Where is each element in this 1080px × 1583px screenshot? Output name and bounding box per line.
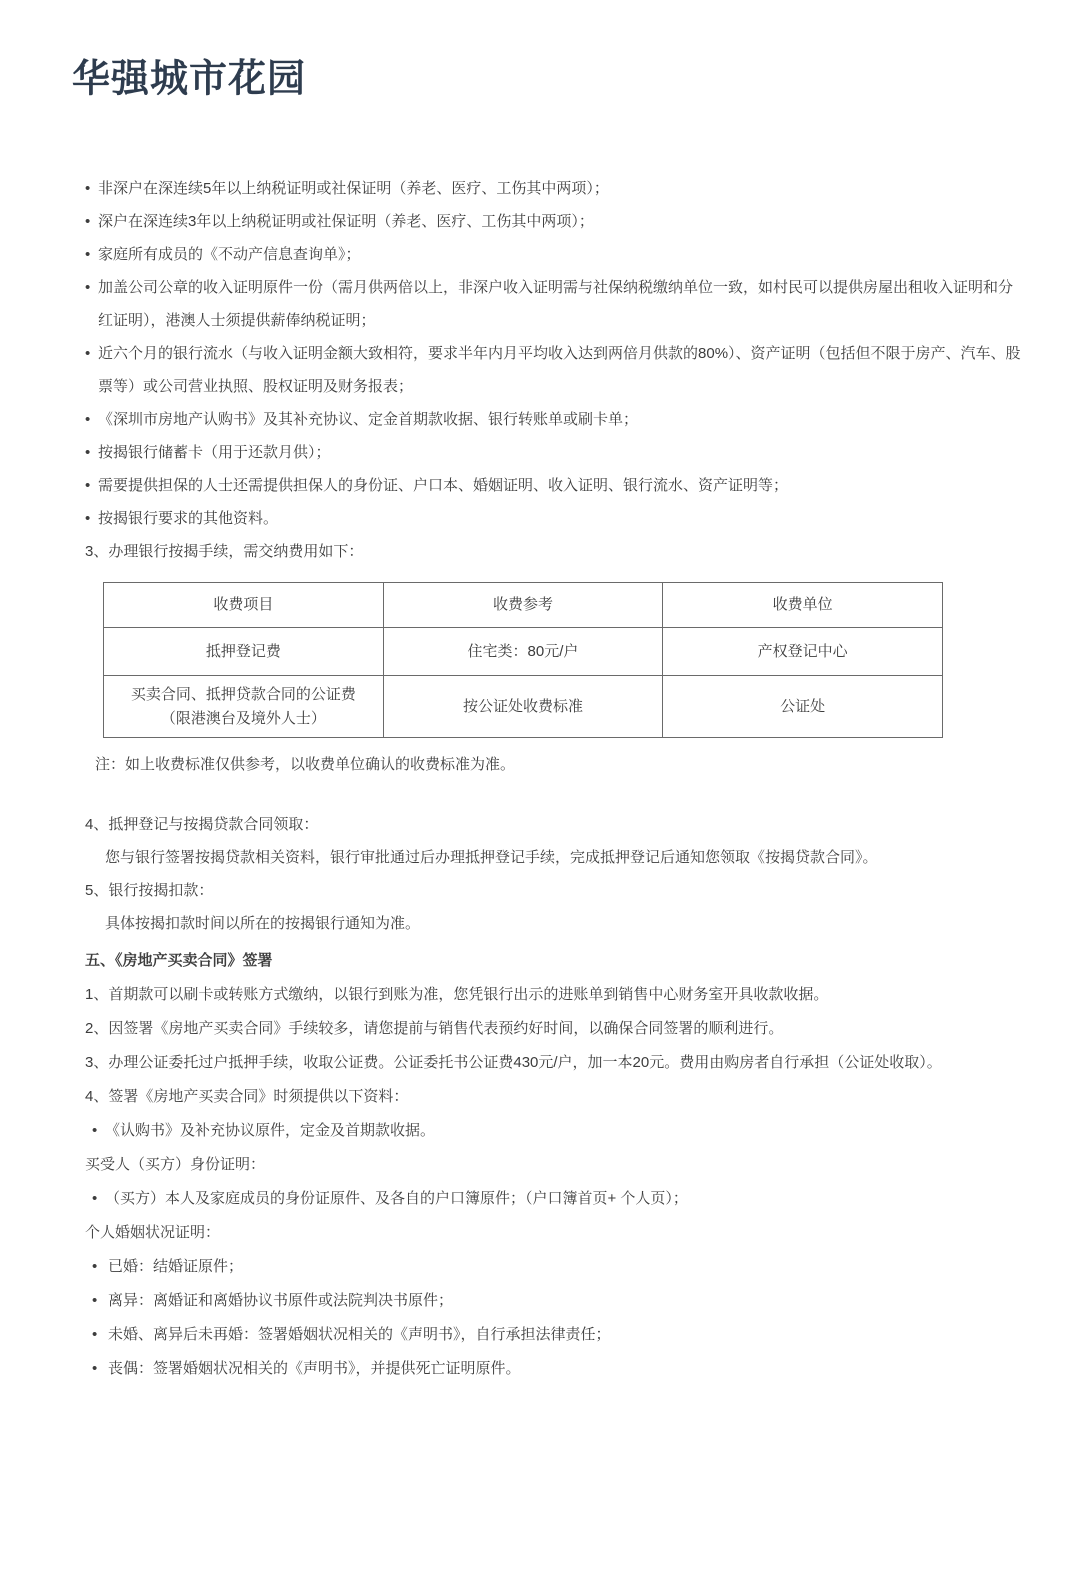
requirement-text: 需要提供担保的人士还需提供担保人的身份证、户口本、婚姻证明、收入证明、银行流水、资产证明等； [98,477,789,494]
purchase-letter-text: 《认购书》及补充协议原件，定金及首期款收据。 [105,1122,436,1139]
requirement-text: 深户在深连续3年以上纳税证明或社保证明（养老、医疗、工伤其中两项）； [98,213,594,230]
bullet-icon: • [85,345,91,362]
requirement-bullet [85,271,1022,337]
buyer-id-text: （买方）本人及家庭成员的身份证原件、及各自的户口簿原件；（户口簿首页+ 个人页）； [105,1190,688,1207]
bullet-icon: • [92,1190,98,1207]
buyer-id-bullet [92,1182,1022,1216]
requirement-text: 加盖公司公章的收入证明原件一份（需月供两倍以上，非深户收入证明需与社保纳税缴纳单位一致，如村民可以提供房屋出租收入证明和分红证明），港澳人士须提供薪俸纳税证明； [98,279,1014,329]
contract-item: 4、签署《房地产买卖合同》时须提供以下资料： [85,1088,409,1105]
bullet-icon: • [85,411,91,428]
bullet-icon: • [92,1292,98,1309]
fee-item-cell: 抵押登记费 [104,628,384,676]
bullet-icon: • [85,510,91,527]
bullet-icon: • [92,1326,98,1343]
fee-item-line1: 买卖合同、抵押贷款合同的公证费 [130,685,356,703]
bullet-icon: • [92,1122,98,1139]
bullet-icon: • [92,1258,98,1275]
bullet-icon: • [85,444,91,461]
contract-item: 2、因签署《房地产买卖合同》手续较多，请您提前与销售代表预约好时间，以确保合同签署的顺利进行。 [85,1020,784,1037]
bullet-icon: • [85,180,91,197]
fee-item-line2: （限港澳台及境外人士） [160,709,326,727]
requirement-text: 按揭银行要求的其他资料。 [98,510,279,527]
marital-status-text: 离异：离婚证和离婚协议书原件或法院判决书原件； [108,1292,454,1309]
marital-status-bullet [92,1352,1022,1386]
requirement-text: 非深户在深连续5年以上纳税证明或社保证明（养老、医疗、工伤其中两项）； [98,180,609,197]
requirement-bullet [85,337,1022,403]
requirement-bullet [85,469,1022,502]
contract-section [85,944,1022,1386]
requirement-bullet [85,172,1022,205]
requirement-text: 家庭所有成员的《不动产信息查询单》； [98,246,361,263]
requirement-bullet [85,502,1022,535]
marital-status-text: 未婚、离异后未再婚：签署婚姻状况相关的《声明书》，自行承担法律责任； [108,1326,611,1343]
contract-item: 3、办理公证委托过户抵押手续，收取公证费。公证委托书公证费430元/户，加一本20元。费用由购房者自行承担（公证处收取）。 [85,1054,942,1071]
table-row [104,676,943,738]
fee-reference-cell: 按公证处收费标准 [383,676,663,738]
purchase-letter-bullet [92,1114,1022,1148]
fee-table [103,582,943,738]
buyer-id-heading: 买受人（买方）身份证明： [85,1156,266,1173]
document-body [85,172,1022,1386]
marital-status-bullet [92,1250,1022,1284]
requirement-bullet [85,436,1022,469]
fee-table-header-item: 收费项目 [104,583,384,628]
bullet-icon: • [85,477,91,494]
marital-status-text: 已婚：结婚证原件； [108,1258,244,1275]
marital-status-bullet [92,1318,1022,1352]
bullet-icon: • [92,1360,98,1377]
fee-table-header-reference: 收费参考 [383,583,663,628]
table-note: 注：如上收费标准仅供参考，以收费单位确认的收费标准为准。 [95,756,516,773]
document-page [0,56,1080,1583]
bullet-icon: • [85,213,91,230]
requirement-bullet [85,205,1022,238]
step5-body: 具体按揭扣款时间以所在的按揭银行通知为准。 [105,915,421,932]
fee-table-header-unit: 收费单位 [663,583,943,628]
table-row [104,628,943,676]
requirement-text: 《深圳市房地产认购书》及其补充协议、定金首期款收据、银行转账单或刷卡单； [98,411,639,428]
step4-heading: 4、抵押登记与按揭贷款合同领取： [85,816,319,833]
requirement-bullet [85,238,1022,271]
brand-logo: 华强城市花园 [72,58,307,101]
requirement-text: 按揭银行储蓄卡（用于还款月供）； [98,444,331,461]
marital-heading: 个人婚姻状况证明： [85,1224,221,1241]
fee-table-header-row [104,583,943,628]
fee-item-cell [104,676,384,738]
contract-item: 1、首期款可以刷卡或转账方式缴纳，以银行到账为准，您凭银行出示的进账单到销售中心财务室开具收款收据。 [85,986,829,1003]
fee-intro-line: 3、办理银行按揭手续，需交纳费用如下： [85,543,364,560]
step4-body: 您与银行签署按揭贷款相关资料，银行审批通过后办理抵押登记手续，完成抵押登记后通知您领取《按揭贷款合同》。 [105,849,878,866]
bullet-icon: • [85,279,91,296]
fee-unit-cell: 产权登记中心 [663,628,943,676]
requirement-bullet [85,403,1022,436]
step5-heading: 5、银行按揭扣款： [85,882,214,899]
marital-status-text: 丧偶：签署婚姻状况相关的《声明书》，并提供死亡证明原件。 [108,1360,521,1377]
section-heading: 五、《房地产买卖合同》签署 [85,952,273,969]
marital-status-bullet [92,1284,1022,1318]
mortgage-docs-list [85,172,1022,535]
fee-unit-cell: 公证处 [663,676,943,738]
requirement-text: 近六个月的银行流水（与收入证明金额大致相符，要求半年内月平均收入达到两倍月供款的80%）、资产证明（包括但不限于房产、汽车、股票等）或公司营业执照、股权证明及财务报表； [98,345,1021,395]
bullet-icon: • [85,246,91,263]
fee-reference-cell: 住宅类：80元/户 [383,628,663,676]
